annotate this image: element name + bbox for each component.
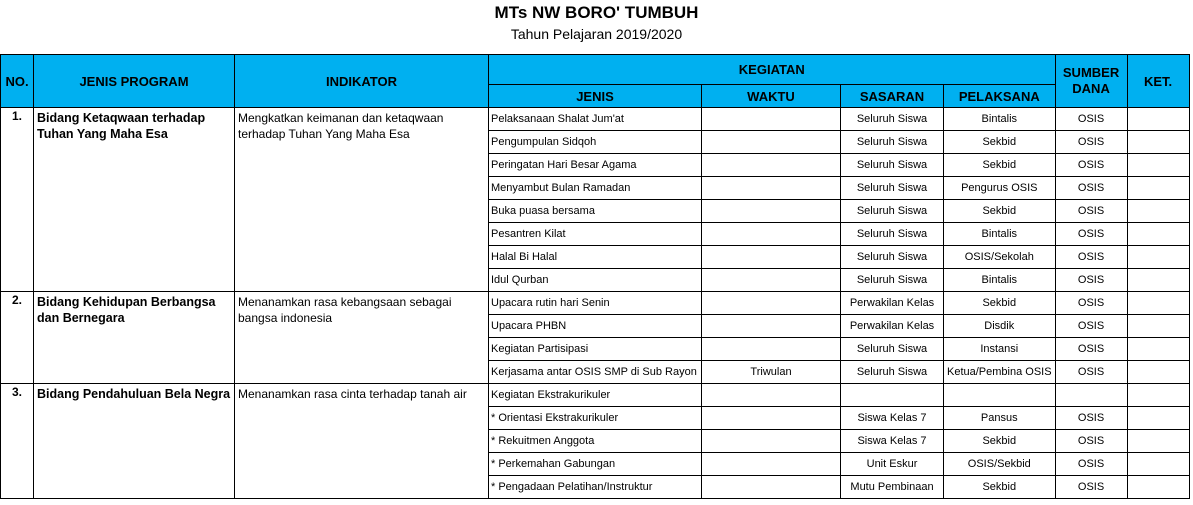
activity-waktu <box>702 154 841 177</box>
activity-jenis: * Pengadaan Pelatihan/Instruktur <box>489 476 702 499</box>
activity-jenis: Idul Qurban <box>489 269 702 292</box>
activity-pelaksana: Sekbid <box>944 200 1056 223</box>
activity-waktu <box>702 269 841 292</box>
activity-sasaran: Seluruh Siswa <box>841 361 944 384</box>
activity-sasaran: Seluruh Siswa <box>841 246 944 269</box>
activity-sasaran: Seluruh Siswa <box>841 177 944 200</box>
activity-pelaksana: Ketua/Pembina OSIS <box>944 361 1056 384</box>
activity-jenis: * Perkemahan Gabungan <box>489 453 702 476</box>
activity-ket <box>1127 453 1189 476</box>
activity-sumber-dana: OSIS <box>1055 131 1127 154</box>
activity-pelaksana: Bintalis <box>944 269 1056 292</box>
activity-sumber-dana: OSIS <box>1055 315 1127 338</box>
activity-pelaksana: Disdik <box>944 315 1056 338</box>
activity-waktu <box>702 223 841 246</box>
activity-sumber-dana: OSIS <box>1055 292 1127 315</box>
header-waktu: WAKTU <box>702 85 841 108</box>
activity-pelaksana: Sekbid <box>944 131 1056 154</box>
activity-pelaksana: OSIS/Sekolah <box>944 246 1056 269</box>
activity-waktu <box>702 476 841 499</box>
activity-waktu <box>702 177 841 200</box>
table-row <box>1 108 1190 131</box>
activity-sumber-dana: OSIS <box>1055 177 1127 200</box>
activity-sasaran: Siswa Kelas 7 <box>841 430 944 453</box>
activity-sasaran <box>841 384 944 407</box>
activity-pelaksana: Sekbid <box>944 476 1056 499</box>
activity-pelaksana: Sekbid <box>944 430 1056 453</box>
activity-sumber-dana: OSIS <box>1055 338 1127 361</box>
header-jenis-program: JENIS PROGRAM <box>34 55 235 108</box>
activity-jenis: Buka puasa bersama <box>489 200 702 223</box>
activity-sasaran: Seluruh Siswa <box>841 223 944 246</box>
activity-ket <box>1127 292 1189 315</box>
activity-pelaksana: Bintalis <box>944 223 1056 246</box>
activity-ket <box>1127 338 1189 361</box>
activity-waktu <box>702 407 841 430</box>
program-indikator: Mengkatkan keimanan dan ketaqwaan terhadap Tuhan Yang Maha Esa <box>235 108 489 292</box>
header-sumber-dana: SUMBER DANA <box>1055 55 1127 108</box>
activity-jenis: * Rekuitmen Anggota <box>489 430 702 453</box>
activity-sasaran: Perwakilan Kelas <box>841 292 944 315</box>
activity-sasaran: Seluruh Siswa <box>841 200 944 223</box>
activity-ket <box>1127 154 1189 177</box>
activity-ket <box>1127 131 1189 154</box>
program-indikator: Menanamkan rasa cinta terhadap tanah air <box>235 384 489 499</box>
activity-ket <box>1127 430 1189 453</box>
activity-sasaran: Mutu Pembinaan <box>841 476 944 499</box>
program-table-body <box>1 108 1190 499</box>
activity-waktu <box>702 200 841 223</box>
program-number: 2. <box>1 292 34 384</box>
activity-waktu <box>702 292 841 315</box>
activity-sumber-dana: OSIS <box>1055 108 1127 131</box>
activity-pelaksana: Sekbid <box>944 292 1056 315</box>
activity-sumber-dana: OSIS <box>1055 246 1127 269</box>
activity-waktu <box>702 453 841 476</box>
activity-pelaksana: Pengurus OSIS <box>944 177 1056 200</box>
activity-pelaksana: Bintalis <box>944 108 1056 131</box>
activity-sasaran: Seluruh Siswa <box>841 131 944 154</box>
activity-sumber-dana: OSIS <box>1055 453 1127 476</box>
header-kegiatan: KEGIATAN <box>489 55 1056 85</box>
activity-ket <box>1127 223 1189 246</box>
activity-ket <box>1127 108 1189 131</box>
header-pelaksana: PELAKSANA <box>944 85 1056 108</box>
document-subtitle: Tahun Pelajaran 2019/2020 <box>510 26 683 42</box>
program-table <box>0 54 1190 499</box>
activity-pelaksana: Instansi <box>944 338 1056 361</box>
document-title: MTs NW BORO' TUMBUH <box>494 3 699 22</box>
activity-sasaran: Seluruh Siswa <box>841 338 944 361</box>
activity-pelaksana: OSIS/Sekbid <box>944 453 1056 476</box>
activity-jenis: Pengumpulan Sidqoh <box>489 131 702 154</box>
activity-sasaran: Seluruh Siswa <box>841 269 944 292</box>
program-name: Bidang Pendahuluan Bela Negra <box>34 384 235 499</box>
activity-sasaran: Siswa Kelas 7 <box>841 407 944 430</box>
activity-ket <box>1127 315 1189 338</box>
activity-jenis: * Orientasi Ekstrakurikuler <box>489 407 702 430</box>
activity-sasaran: Unit Eskur <box>841 453 944 476</box>
activity-sumber-dana: OSIS <box>1055 476 1127 499</box>
activity-sumber-dana: OSIS <box>1055 154 1127 177</box>
activity-pelaksana <box>944 384 1056 407</box>
header-no: NO. <box>1 55 34 108</box>
activity-waktu <box>702 315 841 338</box>
activity-pelaksana: Sekbid <box>944 154 1056 177</box>
activity-sumber-dana: OSIS <box>1055 407 1127 430</box>
header-ket: KET. <box>1127 55 1189 108</box>
activity-sumber-dana: OSIS <box>1055 223 1127 246</box>
activity-waktu: Triwulan <box>702 361 841 384</box>
activity-sasaran: Seluruh Siswa <box>841 108 944 131</box>
activity-jenis: Upacara rutin hari Senin <box>489 292 702 315</box>
activity-waktu <box>702 338 841 361</box>
program-number: 3. <box>1 384 34 499</box>
activity-jenis: Kegiatan Partisipasi <box>489 338 702 361</box>
activity-sasaran: Perwakilan Kelas <box>841 315 944 338</box>
activity-ket <box>1127 246 1189 269</box>
header-sasaran: SASARAN <box>841 85 944 108</box>
activity-jenis: Pesantren Kilat <box>489 223 702 246</box>
program-name: Bidang Kehidupan Berbangsa dan Bernegara <box>34 292 235 384</box>
activity-ket <box>1127 269 1189 292</box>
activity-sumber-dana: OSIS <box>1055 361 1127 384</box>
activity-waktu <box>702 108 841 131</box>
activity-sumber-dana <box>1055 384 1127 407</box>
table-row <box>1 384 1190 407</box>
activity-ket <box>1127 361 1189 384</box>
program-indikator: Menanamkan rasa kebangsaan sebagai bangsa indonesia <box>235 292 489 384</box>
activity-jenis: Menyambut Bulan Ramadan <box>489 177 702 200</box>
activity-sumber-dana: OSIS <box>1055 430 1127 453</box>
activity-ket <box>1127 200 1189 223</box>
program-name: Bidang Ketaqwaan terhadap Tuhan Yang Maha Esa <box>34 108 235 292</box>
program-number: 1. <box>1 108 34 292</box>
activity-ket <box>1127 177 1189 200</box>
activity-jenis: Halal Bi Halal <box>489 246 702 269</box>
table-row <box>1 292 1190 315</box>
activity-sumber-dana: OSIS <box>1055 200 1127 223</box>
activity-jenis: Peringatan Hari Besar Agama <box>489 154 702 177</box>
header-indikator: INDIKATOR <box>235 55 489 108</box>
header-jenis: JENIS <box>489 85 702 108</box>
activity-jenis: Kegiatan Ekstrakurikuler <box>489 384 702 407</box>
activity-ket <box>1127 476 1189 499</box>
activity-jenis: Upacara PHBN <box>489 315 702 338</box>
activity-waktu <box>702 430 841 453</box>
activity-sumber-dana: OSIS <box>1055 269 1127 292</box>
activity-waktu <box>702 384 841 407</box>
activity-waktu <box>702 246 841 269</box>
activity-waktu <box>702 131 841 154</box>
activity-pelaksana: Pansus <box>944 407 1056 430</box>
activity-jenis: Pelaksanaan Shalat Jum'at <box>489 108 702 131</box>
activity-ket <box>1127 384 1189 407</box>
activity-ket <box>1127 407 1189 430</box>
activity-jenis: Kerjasama antar OSIS SMP di Sub Rayon <box>489 361 702 384</box>
activity-sasaran: Seluruh Siswa <box>841 154 944 177</box>
